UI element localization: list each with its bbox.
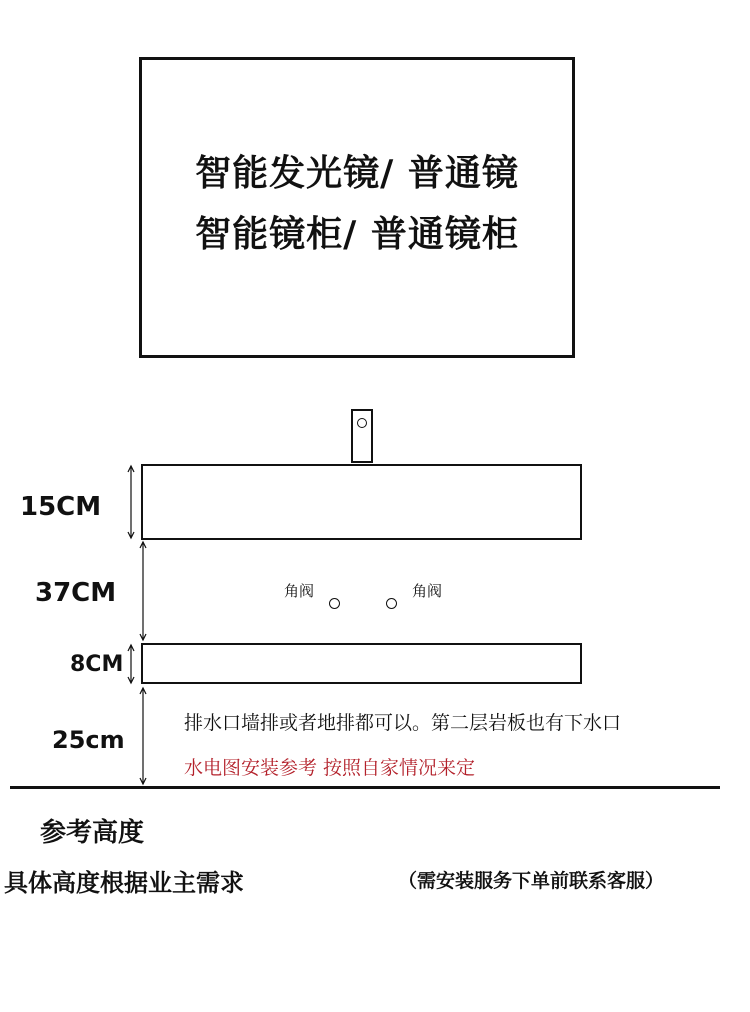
reference-note: 水电图安装参考 按照自家情况来定 — [184, 757, 476, 779]
angle-valve-right — [386, 598, 397, 609]
dim-label-cabinet: 15CM — [20, 492, 102, 522]
dim-label-slab: 8CM — [70, 652, 124, 677]
height-requirement-note: 具体高度根据业主需求 — [4, 869, 244, 897]
floor-line — [10, 786, 720, 789]
valve-label-left: 角阀 — [284, 582, 315, 600]
mirror-title-line2: 智能镜柜/ 普通镜柜 — [195, 214, 519, 255]
dim-label-gap: 37CM — [35, 578, 117, 608]
angle-valve-left — [329, 598, 340, 609]
dim-label-bottom: 25cm — [52, 726, 125, 754]
service-contact-note: （需安装服务下单前联系客服） — [398, 870, 665, 892]
mirror-title-line1: 智能发光镜/ 普通镜 — [195, 153, 519, 194]
valve-label-right: 角阀 — [412, 582, 443, 600]
reference-height-title: 参考高度 — [40, 818, 145, 848]
drain-note: 排水口墙排或者地排都可以。第二层岩板也有下水口 — [184, 712, 622, 734]
